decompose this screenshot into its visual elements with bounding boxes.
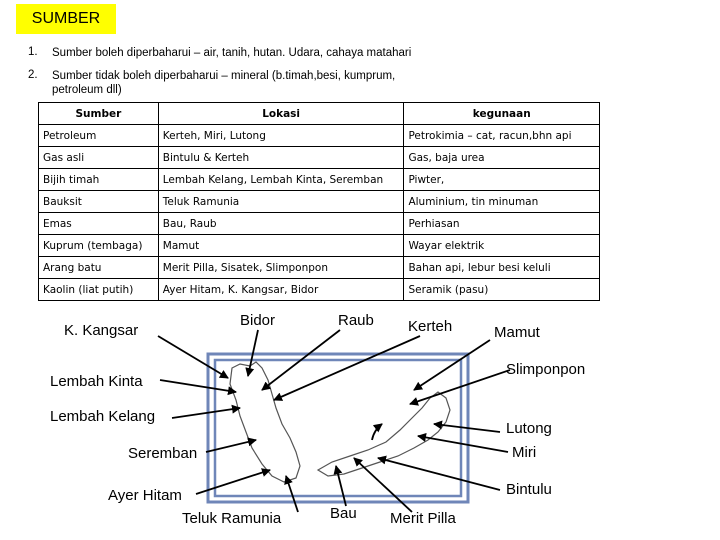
header-kegunaan: kegunaan bbox=[404, 103, 600, 125]
cell-lokasi: Bintulu & Kerteh bbox=[158, 147, 404, 169]
cell-kegunaan: Bahan api, lebur besi keluli bbox=[404, 257, 600, 279]
label-bau: Bau bbox=[330, 505, 357, 522]
page-title: SUMBER bbox=[16, 4, 116, 34]
list-number-2: 2. bbox=[28, 69, 38, 81]
label-mamut: Mamut bbox=[494, 324, 540, 341]
list-item-renewable: Sumber boleh diperbaharui – air, tanih, hutan. Udara, cahaya matahari bbox=[52, 47, 412, 59]
label-seremban: Seremban bbox=[128, 445, 198, 462]
label-lutong: Lutong bbox=[506, 420, 552, 437]
label-merit-pilla: Merit Pilla bbox=[390, 510, 456, 527]
cell-kegunaan: Aluminium, tin minuman bbox=[404, 191, 600, 213]
cell-sumber: Kaolin (liat putih) bbox=[39, 279, 159, 301]
cell-kegunaan: Perhiasan bbox=[404, 213, 600, 235]
label-k-kangsar: K. Kangsar bbox=[64, 322, 139, 339]
cell-sumber: Arang batu bbox=[39, 257, 159, 279]
cell-lokasi: Ayer Hitam, K. Kangsar, Bidor bbox=[158, 279, 404, 301]
cell-sumber: Bijih timah bbox=[39, 169, 159, 191]
cell-lokasi: Bau, Raub bbox=[158, 213, 404, 235]
cell-lokasi: Lembah Kelang, Lembah Kinta, Seremban bbox=[158, 169, 404, 191]
label-slimponpon: Slimponpon bbox=[506, 361, 586, 378]
label-lembah-kelang: Lembah Kelang bbox=[50, 408, 156, 425]
cell-sumber: Gas asli bbox=[39, 147, 159, 169]
header-sumber: Sumber bbox=[39, 103, 159, 125]
cell-sumber: Bauksit bbox=[39, 191, 159, 213]
cell-sumber: Kuprum (tembaga) bbox=[39, 235, 159, 257]
cell-kegunaan: Wayar elektrik bbox=[404, 235, 600, 257]
label-miri: Miri bbox=[512, 444, 537, 461]
cell-sumber: Petroleum bbox=[39, 125, 159, 147]
header-lokasi: Lokasi bbox=[158, 103, 404, 125]
cell-kegunaan: Petrokimia – cat, racun,bhn api bbox=[404, 125, 600, 147]
list-item-line: Sumber tidak boleh diperbaharui – mineral (b.timah,besi, kumprum, bbox=[52, 70, 396, 82]
cell-sumber: Emas bbox=[39, 213, 159, 235]
cell-lokasi: Merit Pilla, Sisatek, Slimponpon bbox=[158, 257, 404, 279]
cell-lokasi: Mamut bbox=[158, 235, 404, 257]
label-bidor: Bidor bbox=[240, 312, 276, 329]
label-bintulu: Bintulu bbox=[506, 481, 552, 498]
label-kerteh: Kerteh bbox=[408, 318, 453, 335]
label-ayer-hitam: Ayer Hitam bbox=[108, 487, 182, 504]
list-item-line: petroleum dll) bbox=[52, 84, 122, 96]
cell-kegunaan: Gas, baja urea bbox=[404, 147, 600, 169]
cell-kegunaan: Seramik (pasu) bbox=[404, 279, 600, 301]
label-lembah-kinta: Lembah Kinta bbox=[50, 373, 143, 390]
cell-kegunaan: Piwter, bbox=[404, 169, 600, 191]
list-number-1: 1. bbox=[28, 46, 38, 58]
label-raub: Raub bbox=[338, 312, 374, 329]
label-teluk-ramunia: Teluk Ramunia bbox=[182, 510, 282, 527]
cell-lokasi: Kerteh, Miri, Lutong bbox=[158, 125, 404, 147]
cell-lokasi: Teluk Ramunia bbox=[158, 191, 404, 213]
